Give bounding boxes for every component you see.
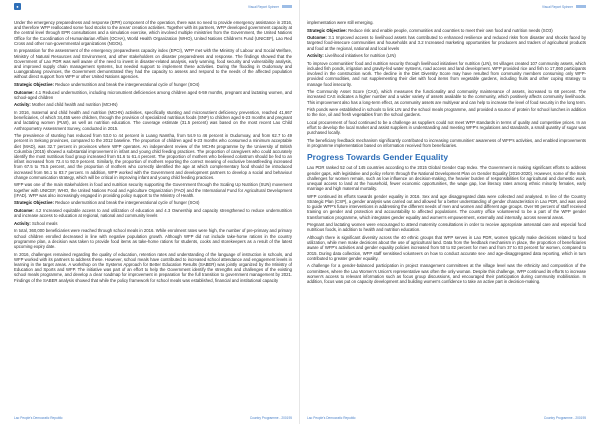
footer-country: Lao People's Democratic Republic <box>14 416 63 420</box>
left-page-header <box>14 2 292 11</box>
paragraph-text: Lao PDR ranked 52 out of 145 countries according to the 2015 Global Gender Gap Index. The Government is making significant efforts to address gender gaps, with legislative and policy reform through the National Development Plan on Gender Equality (2016-2020). However, some of the main challenges for women remain, such as low influence on decision-making, the heavier burden of responsibilities for agricultural and domestic work, unequal access to land at the household, fewer economic opportunities, the wage gap, low literacy rates among ethnic minority females, early marriage and high maternal mortality. <box>307 165 586 192</box>
header-bar-icon <box>576 5 586 8</box>
paragraph-text: In total, 360,000 beneficiaries were reached through school meals in 2016. While enrolment rates were high, the number of pre-primary and primary school children enrolled decreased in line with negative population growth. Although WFP did not include take-home rations in the country programme plan, a decision was taken to provide food items as take-home rations for students, cooks and storekeepers as a result of the latest upcoming expiry date. <box>14 228 292 250</box>
paragraph-label: Activity: <box>307 53 324 59</box>
paragraph <box>307 28 586 33</box>
right-page-header <box>307 2 586 11</box>
paragraph <box>307 263 586 284</box>
paragraph-label: Outcome: <box>307 35 327 41</box>
paragraph <box>307 107 586 117</box>
paragraph-text: implementation were still emerging. <box>307 20 374 25</box>
left-page-footer <box>14 415 292 421</box>
paragraph-label: Strategic Objective: <box>14 200 54 206</box>
paragraph-text: 3.1 Improved access to livelihood assets has contributed to enhanced resilience and reduced risks from disaster and shocks faced by targeted food-insecure communities and households and 3.2 Increased marketing opportunities for producers and traders of agricultural products and food at the regional, national and local levels <box>307 35 586 51</box>
paragraph <box>14 20 292 46</box>
paragraph <box>307 165 586 191</box>
header-tag: Visual Report Spinner <box>542 4 573 9</box>
paragraph <box>14 102 292 107</box>
paragraph <box>14 182 292 198</box>
paragraph-text: The beneficiary feedback mechanism significantly contributed to increasing communities' awareness of WFP's activities, and enabled improvements in programme implementation based on information received from beneficiaries. <box>307 137 586 149</box>
paragraph-text: To improve communities' food and nutrition security through livelihood initiatives for nutrition (LIN), 94 villages created 107 community assets, which included fish ponds, irrigation and gravity-fed water systems, road access and land development. WFP provided rice and fish to 17,060 participants involved in the construction work. The decline in the Diet Diversity Score may have resulted from community members consuming only WFP-provided commodities, and not supplementing their diet with food items from vegetable gardens, including fruits and other coping strategy to manage food insecurity. <box>307 60 586 87</box>
paragraph <box>307 138 586 148</box>
paragraph <box>14 200 292 205</box>
wfp-logo-icon: ● <box>14 3 21 10</box>
paragraph <box>14 110 292 131</box>
right-page-footer <box>307 415 586 421</box>
footer-country: Lao People's Democratic Republic <box>307 416 356 420</box>
gender-body-text <box>307 165 586 284</box>
footer-programme: Country Programme - 200195 <box>249 416 292 420</box>
section-title-gender: Progress Towards Gender Equality <box>307 152 449 163</box>
paragraph <box>307 120 586 136</box>
paragraph <box>307 89 586 105</box>
paragraph <box>307 222 586 232</box>
paragraph-text: A challenge for a gender-balanced participation in project management committees at the village level was the ethnicity and composition of the committees, where the Lao Women's Union's representative was often the only woman. Despite this challenge, WFP continued its efforts to increase women's access to relevant information such as focus group discussions, and encouraged their participation during community mobilisation. In addition, focus was put on capacity development and building women's confidence to take an active part in decision-making. <box>307 263 586 285</box>
paragraph-text: In 2016, maternal and child health and nutrition (MCHN) activities, specifically stunting and micronutrient deficiency prevention, reached 41,667 beneficiaries, of which 34,455 were children, through the provision of specialized nutritious foods (SNF) to children aged 6-23 months and pregnant and lactating women (PLW), as well as nutrition education. The coverage estimate (31.5 percent) was based on the most recent Lao Child Anthropometry Assessment Survey, conducted in 2015. <box>14 110 292 131</box>
right-body-text <box>307 20 586 148</box>
footer-programme: Country Programme - 200195 <box>543 416 586 420</box>
paragraph <box>14 221 292 226</box>
paragraph-text: 4.1 Reduced undernutrition, including micronutrient deficiencies among children aged 6-59 months, pregnant and lactating women, and school-aged children <box>14 89 292 100</box>
paragraph-text: School meals <box>31 220 58 226</box>
paragraph <box>14 228 292 249</box>
paragraph <box>307 194 586 220</box>
paragraph-label: Outcome: <box>14 89 34 95</box>
paragraph <box>14 252 292 283</box>
paragraph <box>307 61 586 87</box>
paragraph-text: The prevalence of stunting has reduced from 53.0 to 44 percent in Luang Namtha, from 54.9 to 46 percent in Oudomxay, and from 62.7 to 49 percent in Sekong provinces, compared to the 2012 baseline. The proportion of children aged 6-23 months who consumed a minimum acceptable diet (MAD), was 32.7 percent in provinces where WFP operates. An independent review of the MCHN programme by the University of British Columbia (2015) showed a substantial improvement in infant and young child feeding practices. The proportion of caregivers who could accurately identify the most nutritious food group increased from 51.6 to 61.4 percent. The proportion of mothers who believed colostrum should be fed to an infant increased from 72.4 to 92.9 percent. Similarly, the proportion of mothers reporting the correct meaning of exclusive breastfeeding increased from 67.5 to 75.5 percent, and the proportion of mothers who correctly identified the age at which complementary food should be introduced increased from 56.1 to 83.7 percent. In addition, WFP worked with the Government and development partners to develop a social and behaviour change communication strategy, which will be critical in improving infant and young child feeding practices. <box>14 133 292 180</box>
paragraph <box>14 90 292 100</box>
paragraph-text: Pregnant and lactating women were encouraged to attend maternity consultations in order to receive appropriate antenatal care and especial food nutritious foods, in addition to health and nutrition education. <box>307 222 586 233</box>
left-body-text <box>14 20 292 283</box>
paragraph-text: WFP was one of the main stakeholders in food and nutrition security supporting the Government through the Scaling Up Nutrition (SUN) movement together with UNICEF, WHO, the United Nations Food and Agriculture Organization (FAO) and the International Fund for Agricultural Development (IFAD). WFP was also increasingly engaged in providing policy support to the Ministry of Health. <box>14 182 292 198</box>
header-tag: Visual Report Spinner <box>248 4 279 9</box>
paragraph-text: WFP continued its efforts towards gender equality in 2016. Sex and age disaggregated data were collected and analysed. In line of the Country Strategic Plan (CSP), a gender analysis was carried out and allowed for a better understanding of gender characteristics in Lao PDR, and was used to guide WFP's future interventions in addressing the different needs of men and women and different age groups. Over 90 percent of staff received training on gender and protection and accountability to affected populations. The country office volunteered to be a part of the WFP gender transformation programme, which integrates gender equality and women's empowerment, externally and internally, across several areas. <box>307 193 586 220</box>
paragraph-label: Activity: <box>14 102 31 108</box>
paragraph-text: Reduce undernutrition and break the intergenerational cycle of hunger (SO4) <box>55 82 200 88</box>
paragraph-text: Reduce risk and enable people, communities and countries to meet their own food and nutrition needs (SO3) <box>348 27 553 33</box>
paragraph-text: 4.2 Increased equitable access to and utilization of education and 4.3 Ownership and capacity strengthened to reduce undernutrition and increase access to education at regional, national and community levels <box>14 208 292 219</box>
paragraph <box>307 235 586 261</box>
paragraph-text: Livelihood initiatives for nutrition (LIN) <box>324 53 396 59</box>
paragraph-text: Under the emergency preparedness and response (EPR) component of the operation, there was no need to provide emergency assistance in 2016, and therefore WFP reallocated some food stocks to the areas' creation activities. Together with its partners, WFP developed government capacity at the central level through EPR consultations and a simulation exercise, which involved multiple ministries from the Government, the United Nations Office for the Coordination of Humanitarian Affairs (OCHA), World Health Organization (WHO), United Nations Children's Fund (UNICEF), Lao Red Cross and other non-governmental organizations (NGOs). <box>14 20 292 46</box>
paragraph <box>14 82 292 87</box>
paragraph-text: Local procurement of food continued to be a challenge as suppliers could not meet WFP standards in terms of quality and competitive prices. In an effort to develop the local market and assist suppliers in understanding and meeting WFP's regulations and standards, a small quantity of sugar was purchased locally. <box>307 119 586 136</box>
paragraph-label: Strategic Objective: <box>14 82 54 88</box>
right-page <box>300 0 600 424</box>
paragraph-text: The Community Asset Score (CAS), which measures the functionality and community maintenance of assets, increased to 68 percent. The increased CAS indicates a higher number and a wider variety of assets available to the community, which positively affects community livelihoods. This improvement also has a long-term effect, as community assets are multiyear and can help to increase the level of food security in the long term. <box>307 89 586 105</box>
paragraph-text: In preparation for the assessment of the emergency preparedness capacity index (EPCI), WFP met with the Ministry of Labour and Social Welfare, Ministry of Natural Resources and Environment, and other stakeholders on disaster preparedness and response. The findings showed that the Government of Lao PDR was well aware of the need to invest in disaster-related analysis, early warning, food security and vulnerability analysis, and improved supply chain management systems, but needed support to implement these activities. During the flooding in Oudomxay and Luangprabang provinces, the Government demonstrated they had the capacity to assess and respond to the needs of the affected population without direct support from WFP or other United Nations agencies. <box>14 48 292 80</box>
paragraph-text: Mother and child health and nutrition (MCHN) <box>31 102 118 108</box>
paragraph <box>307 20 586 25</box>
paragraph-label: Outcome: <box>14 208 34 214</box>
paragraph-text: Reduce undernutrition and break the intergenerational cycle of hunger (SO4) <box>55 200 200 206</box>
paragraph-label: Strategic Objective: <box>307 27 347 33</box>
header-bar-icon <box>282 5 292 8</box>
paragraph-text: Fish ponds were established in schools to link LIN and the school meals programme, and provided a source of protein for school lunches in addition to the rice, oil and fresh vegetables from the school gardens. <box>307 107 586 118</box>
paragraph <box>307 35 586 51</box>
paragraph <box>14 133 292 180</box>
paragraph <box>14 48 292 79</box>
paragraph <box>14 208 292 218</box>
paragraph-label: Activity: <box>14 220 31 226</box>
paragraph-text: In 2016, challenges remained regarding the quality of education, retention rates and understanding of the language of instruction in schools, and WFP worked with its partners to address these. However, school meals have contributed to increased school attendance and engagement levels in learning in the target areas. A workshop on the Systems Approach for Better Education Results (SABER) was jointly organized by the Ministry of Education and Sports and WFP. The initiative was part of an effort to help the Government identify the strengths and challenges of the existing school meals programme, and develop a clear roadmap for improvement in preparation for the full transition to government management by 2021. Findings of the SABER analysis showed that while the policy framework for school meals was established, financial and institutional capacity <box>14 251 292 283</box>
paragraph-text: Although there is significant diversity across the 40 ethnic groups that WFP serves in Lao PDR, women typically make decisions related to food utilization, while men make decisions about the use of agricultural land. Data from the feedback mechanism in place, the proportion of beneficiaries aware of WFP's activities and gender equality policies increased from 50 to 82 percent for men and from 37 to 83 percent for women, compared to 2015. During data collection, WFP staff sensitised volunteers on how to conduct accurate sex- and age-disaggregated data reporting, which in turn contributed to greater gender equality. <box>307 235 586 261</box>
paragraph <box>307 53 586 58</box>
